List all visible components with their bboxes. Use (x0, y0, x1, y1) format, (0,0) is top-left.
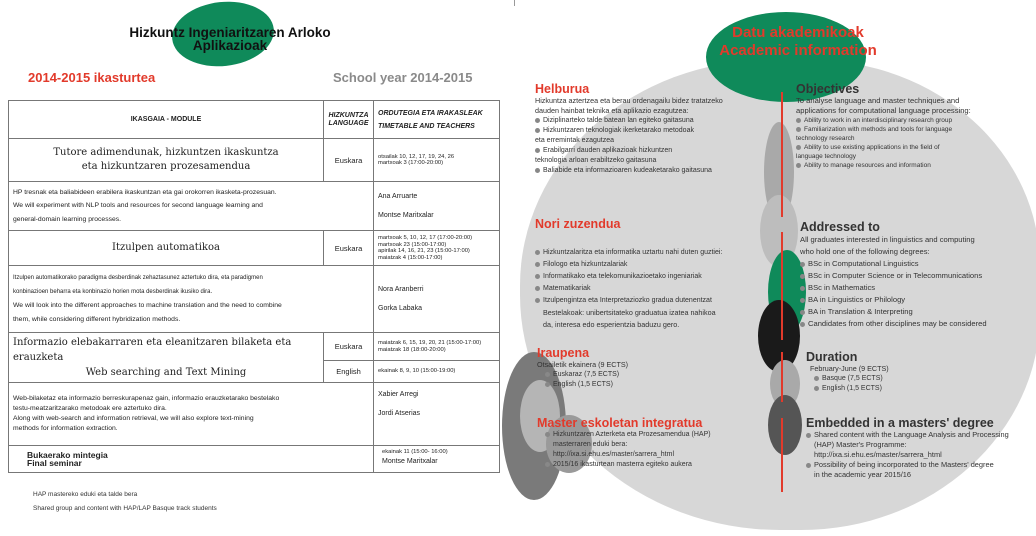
course-language: Euskara (324, 333, 374, 361)
list-item: Basque (7,5 ECTS) (806, 374, 1006, 384)
course-description: Web-bilaketaz eta informazio berreskurapenaz gain, informazio erauzketarako bestelako testu-meatzaritzarako metodoak ere aztertuko dira. Along with web-search and information retrieval, we will also explore text-mining methods for information extraction. (9, 383, 374, 446)
bullet-icon (796, 118, 801, 123)
addressed-heading: Addressed to (800, 220, 880, 234)
table-row (9, 139, 500, 182)
section-addressed-to: Addressed to All graduates interested in linguistics and computing who hold one of the following degrees: BSc in Computational Linguistics BSc in Computer Science or in Telecommunications BSc in Mathematics BA in Linguistics or Philology BA in Translation & Interpreting Candidates from other disciplines may be considered (800, 220, 1034, 330)
master-en-heading: Embedded in a masters' degree (806, 416, 994, 430)
list-item: Euskaraz (7,5 ECTS) (537, 370, 737, 380)
table-row (9, 182, 500, 231)
left-title-line2: Aplikazioak (192, 38, 268, 53)
bullet-icon (535, 250, 540, 255)
section-objectives: Objectives To analyse language and master techniques and applications for computational language processing: Ability to work in an interdisciplinary research group Familiarization with methods and tools for language technology research Ability to use existing applications in the field of language technology Ability to manage resources and information (796, 82, 1034, 170)
list-item: Matematikariak (535, 283, 780, 295)
table-row (9, 446, 500, 473)
bullet-icon (800, 286, 805, 291)
course-timetable: maiatzak 6, 15, 19, 20, 21 (15:00-17:00) maiatzak 18 (18:00-20:00) (374, 333, 500, 361)
course-description: HP tresnak eta baliabideen erabilera ikaskuntzan eta gai orokorren ikasketa-prozesuan. We will experiment with NLP tools and resources for second language learning and general-domain learning processes. (9, 182, 374, 231)
course-title: Informazio elebakarraren eta eleanitzaren bilaketa eta erauzketa Web searching and Text Mining (9, 333, 324, 383)
course-timetable: martxoak 5, 10, 12, 17 (17:00-20:00) martxoak 23 (15:00-17:00) apirilak 14, 16, 21, 23 (15:00-17:00) maiatzak 4 (15:00-17:00) (374, 231, 500, 266)
bullet-icon (796, 127, 801, 132)
list-item: Hizkuntzaren teknologiak ikerketarako metodoak (535, 126, 775, 136)
red-divider-1 (781, 92, 783, 217)
header-module: IKASGAIA - MODULE (9, 101, 324, 139)
table-row (9, 333, 500, 361)
course-language: Euskara (324, 231, 374, 266)
red-divider-3 (781, 352, 783, 402)
list-item: Candidates from other disciplines may be considered (800, 318, 1034, 330)
list-item: Ability to manage resources and information (796, 161, 1034, 170)
list-item: BSc in Computer Science or in Telecommunications (800, 270, 1034, 282)
master-en-link[interactable]: http://ixa.si.ehu.es/master/sarrera_html (814, 450, 942, 459)
course-timetable: otsailak 10, 12, 17, 19, 24, 26 martxoak 3 (17:00-20:00) (374, 139, 500, 182)
left-title (60, 26, 400, 52)
list-item: 2015/16 ikasturtean masterra egiteko aukera (537, 460, 777, 470)
list-item: Itzulpengintza eta Interpretaziozko gradua dutenentzat (535, 295, 780, 307)
list-item: Hizkuntzalaritza eta informatika uztartu nahi duten guztiei: (535, 247, 780, 259)
school-year-en: School year 2014-2015 (333, 70, 473, 85)
red-divider-4 (781, 418, 783, 492)
school-year-eu: 2014-2015 ikasturtea (28, 70, 156, 85)
section-duration: Duration February-June (9 ECTS) Basque (7,5 ECTS) English (1,5 ECTS) (806, 350, 1006, 394)
bullet-icon (545, 432, 550, 437)
table-row (9, 231, 500, 266)
list-item: Erabilgarri dauden aplikazioak hizkuntzen (535, 146, 775, 156)
bullet-icon (535, 286, 540, 291)
right-title: Datu akademikoak Academic information (719, 24, 877, 59)
bullet-icon (806, 433, 811, 438)
bullet-icon (800, 322, 805, 327)
top-divider (514, 0, 515, 6)
list-item: Familiarization with methods and tools for language (796, 125, 1034, 134)
list-item: Ability to work in an interdisciplinary research group (796, 116, 1034, 125)
bullet-icon (796, 145, 801, 150)
list-item: Ability to use existing applications in the field of (796, 143, 1034, 152)
course-teachers: Xabier Arregi Jordi Atserias (374, 383, 500, 446)
bullet-icon (535, 298, 540, 303)
header-language: HIZKUNTZA LANGUAGE (324, 101, 374, 139)
bullet-icon (814, 376, 819, 381)
bullet-icon (535, 274, 540, 279)
bullet-icon (545, 372, 550, 377)
course-timetable: ekainak 11 (15:00- 16:00) Montse Maritxalar (374, 446, 500, 473)
bullet-icon (535, 128, 540, 133)
table-header-row (9, 101, 500, 139)
course-language: English (324, 361, 374, 383)
bullet-icon (800, 298, 805, 303)
section-helburua: Helburua Hizkuntza aztertzea eta berau ordenagailu bidez tratatzeko dauden hainbat teknika eta aplikazio ezagutzea: Diziplinarteko talde batean lan egiteko gaitasuna Hizkuntzaren teknologiak ikerketarako metodoak eta erremintak ezagutzea Erabilgarri dauden aplikazioak hizkuntzen teknologia arloan erabiltzeko gaitasuna Baliabide eta informazioaren kudeaketarako gaitasuna (535, 82, 775, 176)
red-divider-2 (781, 232, 783, 340)
nori-heading: Nori zuzendua (535, 217, 621, 231)
list-item: BA in Translation & Interpreting (800, 306, 1034, 318)
list-item: Diziplinarteko talde batean lan egiteko gaitasuna (535, 116, 775, 126)
objectives-heading: Objectives (796, 82, 860, 96)
course-title: Itzulpen automatikoa (9, 231, 324, 266)
list-item: BSc in Computational Linguistics (800, 258, 1034, 270)
section-master-integrated: Master eskoletan integratua Hizkuntzaren Azterketa eta Prozesamendua (HAP) masterraren eduki bera: http://ixa.si.ehu.es/master/sarrera_html 2015/16 ikasturtean masterra egiteko aukera (537, 416, 777, 470)
course-teachers: Ana Arruarte Montse Maritxalar (374, 182, 500, 231)
bullet-icon (535, 168, 540, 173)
bullet-icon (800, 262, 805, 267)
course-timetable: ekainak 8, 9, 10 (15:00-19:00) (374, 361, 500, 383)
bullet-icon (535, 148, 540, 153)
bullet-icon (800, 274, 805, 279)
list-item: Shared content with the Language Analysis and Processing (806, 430, 1036, 440)
iraupena-heading: Iraupena (537, 346, 590, 360)
list-item: BA in Linguistics or Philology (800, 294, 1034, 306)
course-title: Tutore adimendunak, hizkuntzen ikaskuntza eta hizkuntzaren prozesamendua (9, 139, 324, 182)
bullet-icon (535, 118, 540, 123)
helburua-heading: Helburua (535, 82, 590, 96)
list-item: English (1,5 ECTS) (537, 380, 737, 390)
list-item: BSc in Mathematics (800, 282, 1034, 294)
list-item: Informatikako eta telekomunikazioetako ingeniariak (535, 271, 780, 283)
bullet-icon (814, 386, 819, 391)
duration-heading: Duration (806, 350, 858, 364)
course-title: Bukaerako mintegia Final seminar (9, 446, 374, 473)
table-row (9, 266, 500, 333)
schedule-table (8, 100, 500, 473)
header-timetable: ORDUTEGIA ETA IRAKASLEAK TIMETABLE AND TEACHERS (374, 101, 500, 139)
master-eu-link[interactable]: http://ixa.si.ehu.es/master/sarrera_html (553, 451, 674, 458)
left-title-line1: Hizkuntz Ingeniaritzaren Arloko (129, 25, 331, 40)
course-language: Euskara (324, 139, 374, 182)
list-item: Baliabide eta informazioaren kudeaketarako gaitasuna (535, 166, 775, 176)
bullet-icon (535, 262, 540, 267)
footnote-eu: HAP mastereko eduki eta talde bera (33, 491, 138, 498)
bullet-icon (545, 462, 550, 467)
course-teachers: Nora Aranberri Gorka Labaka (374, 266, 500, 333)
section-embedded-master: Embedded in a masters' degree Shared content with the Language Analysis and Processing (HAP) Master's Programme: http://ixa.si.ehu.es/master/sarrera_html Possibility of being incorporated to the Masters' degree in the academic year 2015/16 (806, 416, 1036, 480)
master-eu-heading: Master eskoletan integratua (537, 416, 703, 430)
bullet-icon (796, 163, 801, 168)
list-item: English (1,5 ECTS) (806, 384, 1006, 394)
footnote-en: Shared group and content with HAP/LAP Basque track students (33, 505, 217, 512)
list-item: Hizkuntzaren Azterketa eta Prozesamendua (HAP) (537, 430, 777, 440)
table-row (9, 383, 500, 446)
bullet-icon (545, 382, 550, 387)
course-description: Itzulpen automatikorako paradigma desberdinak zehaztasunez aztertuko dira, eta paradigmen konbinazioen beharra eta konbinazio horien mota desberdinak ikusiko dira. We will look into the different approaches to machine translation and the need to combine them, while considering different hybridization methods. (9, 266, 374, 333)
bullet-icon (806, 463, 811, 468)
section-iraupena: Iraupena Otsailetik ekainera (9 ECTS) Euskaraz (7,5 ECTS) English (1,5 ECTS) (537, 346, 737, 390)
list-item: Filologo eta hizkuntzalariak (535, 259, 780, 271)
section-nori-zuzendua: Nori zuzendua Hizkuntzalaritza eta informatika uztartu nahi duten guztiei: Filologo eta hizkuntzalariak Informatikako eta telekomunikazioetako ingeniariak Matematikariak Itzulpengintza eta Interpretaziozko gradua dutenentzat Bestelakoak: unibertsitateko graduatua izatea nahikoa da, interesa edo esperientzia baduzu gero. (535, 217, 780, 331)
bullet-icon (800, 310, 805, 315)
list-item: Possibility of being incorporated to the Masters' degree (806, 460, 1036, 470)
